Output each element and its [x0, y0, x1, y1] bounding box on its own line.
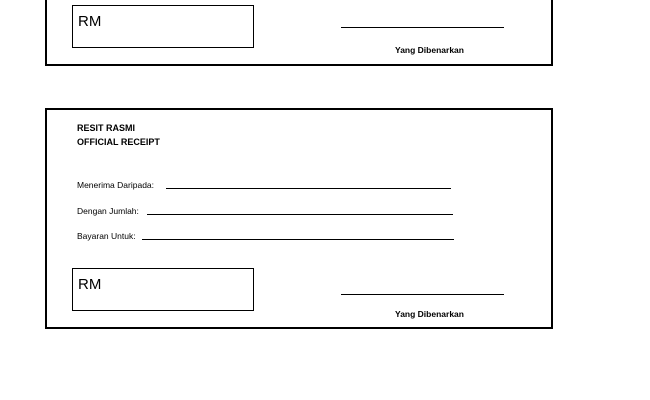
signatory-label: Yang Dibenarkan: [395, 45, 464, 55]
fill-line: [142, 231, 454, 240]
fill-line: [166, 180, 451, 189]
field-amount-in-words: [77, 206, 453, 215]
receipt-title-english: OFFICIAL RECEIPT: [77, 137, 160, 147]
field-payment-for: [77, 231, 454, 240]
field-label: Menerima Daripada:: [77, 179, 155, 190]
signature-line: [341, 294, 504, 295]
signature-line: [341, 27, 504, 28]
field-label: Dengan Jumlah:: [77, 205, 139, 216]
amount-prefix: RM: [78, 13, 102, 30]
amount-box: [72, 5, 254, 48]
amount-box: [72, 268, 254, 311]
field-label: Bayaran Untuk:: [77, 230, 136, 241]
amount-prefix: RM: [78, 276, 102, 293]
fill-line: [147, 206, 453, 215]
signatory-label: Yang Dibenarkan: [395, 309, 464, 319]
receipt-top: [45, 0, 553, 66]
receipt-main: [45, 108, 553, 329]
field-received-from: [77, 180, 451, 189]
receipt-title-malay: RESIT RASMI: [77, 123, 136, 133]
